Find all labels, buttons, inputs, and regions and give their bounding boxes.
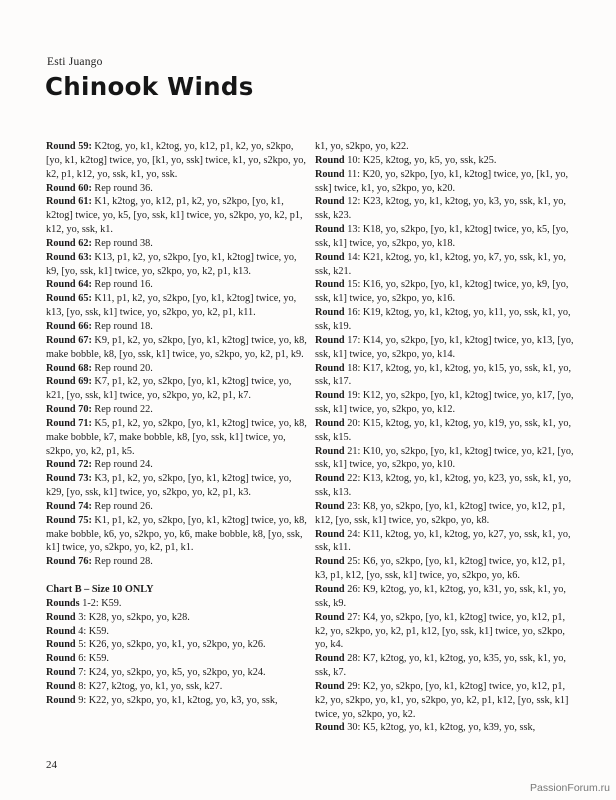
round-label: Round 76: [46,556,92,568]
instruction-round [315,721,580,735]
instruction-round [46,237,308,251]
round-label: Round 64: [46,279,92,291]
instruction-round [46,472,308,500]
round-text: 25: K6, yo, s2kpo, [yo, k1, k2tog] twice, yo, k12, p1, k3, p1, k12, [yo, ssk, k1] twice, yo, s2kpo, yo, k6. [315,556,566,582]
round-text: 15: K16, yo, s2kpo, [yo, k1, k2tog] twice, yo, k9, [yo, ssk, k1] twice, yo, s2kpo, yo, k16. [315,279,569,305]
round-text: Rep round 16. [91,279,153,291]
instruction-round [315,583,580,611]
round-label: Round [315,445,345,457]
round-label: Rounds [46,597,80,609]
round-label: Round [315,528,345,540]
round-text: Rep round 28. [91,556,153,568]
instruction-round [46,195,308,237]
round-text: K11, p1, k2, yo, s2kpo, [yo, k1, k2tog] twice, yo, k13, [yo, ssk, k1] twice, yo, s2kpo, yo, k2, p1, k11. [46,293,297,319]
round-text: Rep round 38. [91,237,153,249]
instruction-round [46,140,308,182]
round-text: 8: K27, k2tog, yo, k1, yo, ssk, k27. [75,680,223,692]
round-label: Round [315,154,345,166]
instruction-round [315,652,580,680]
round-label: Round [315,307,345,319]
round-text: K2tog, yo, k1, k2tog, yo, k12, p1, k2, yo, s2kpo, [yo, k1, k2tog] twice, yo, [k1, yo, ssk] twice, k1, yo, s2kpo, yo, k2, p1, k12, yo, ssk, k1, yo, ssk. [46,141,306,180]
instruction-round [46,182,308,196]
instruction-round [46,666,308,680]
section-gap [46,569,308,583]
instruction-round [315,528,580,556]
instruction-round [46,251,308,279]
watermark: PassionForum.ru [530,782,610,794]
round-text: 18: K17, k2tog, yo, k1, k2tog, yo, k15, yo, ssk, k1, yo, ssk, k17. [315,362,572,388]
instruction-round [315,168,580,196]
round-label: Round 66: [46,320,92,332]
round-text: 24: K11, k2tog, yo, k1, k2tog, yo, k27, yo, ssk, k1, yo, ssk, k11. [315,528,571,554]
round-text: K9, p1, k2, yo, s2kpo, [yo, k1, k2tog] twice, yo, k8, make bobble, k8, [yo, ssk, k1] twice, yo, s2kpo, yo, k2, p1, k9. [46,334,307,360]
instruction-round [315,334,580,362]
round-text: Rep round 18. [91,320,153,332]
round-label: Round [315,417,345,429]
round-label: Round 69: [46,376,92,388]
instruction-round [315,140,580,154]
round-text: 7: K24, yo, s2kpo, yo, k5, yo, s2kpo, yo, k24. [75,667,266,679]
round-label: Round 70: [46,404,92,416]
round-label: Round 74: [46,500,92,512]
instruction-round [46,375,308,403]
round-label: Round [315,224,345,236]
round-label: Round [46,611,76,623]
round-text: 1-2: K59. [79,597,122,609]
round-label: Round [315,556,345,568]
round-text: Rep round 22. [91,404,153,416]
round-text: 30: K5, k2tog, yo, k1, k2tog, yo, k39, yo, ssk, [344,722,536,734]
round-text: K13, p1, k2, yo, s2kpo, [yo, k1, k2tog] twice, yo, k9, [yo, ssk, k1] twice, yo, s2kpo, yo, k2, p1, k13. [46,251,297,277]
round-text: K1, p1, k2, yo, s2kpo, [yo, k1, k2tog] twice, yo, k8, make bobble, k6, yo, s2kpo, yo, k6, make bobble, k8, [yo, ssk, k1] twice, yo, s2kpo, yo, k2, p1, k1. [46,514,307,554]
round-text: Rep round 36. [91,182,153,194]
instruction-round [46,514,308,556]
instruction-round [315,611,580,653]
round-label: Round 71: [46,417,92,429]
instruction-round [315,223,580,251]
round-label: Round [46,694,76,706]
round-text: K7, p1, k2, yo, s2kpo, [yo, k1, k2tog] twice, yo, k21, [yo, ssk, k1] twice, yo, s2kpo, yo, k2, p1, k7. [46,376,292,402]
instruction-round [46,292,308,320]
round-label: Round 59: [46,141,92,152]
round-label: Round 73: [46,473,92,485]
instruction-round [46,638,308,652]
round-text: 26: K9, k2tog, yo, k1, k2tog, yo, k31, yo, ssk, k1, yo, ssk, k9. [315,584,566,609]
round-label: Round 67: [46,334,92,346]
author-name: Esti Juango [47,56,103,68]
round-label: Round [315,251,345,263]
round-text: 20: K15, k2tog, yo, k1, k2tog, yo, k19, yo, ssk, k1, yo, ssk, k15. [315,417,572,443]
round-text: 4: K59. [75,625,109,637]
left-column [46,140,308,708]
instruction-round [315,278,580,306]
round-text: Rep round 26. [91,500,153,512]
round-label: Round [315,390,345,402]
chart-b-heading: Chart B – Size 10 ONLY [46,584,154,595]
instruction-round [315,389,580,417]
instruction-round [46,597,308,611]
instruction-round [46,625,308,639]
round-label: Round [46,680,76,692]
round-text: K5, p1, k2, yo, s2kpo, [yo, k1, k2tog] twice, yo, k8, make bobble, k7, make bobble, k8, [yo, ssk, k1] twice, yo, s2kpo, yo, k2, p1, k5. [46,417,307,457]
round-label: Round [46,625,76,637]
round-label: Round 75: [46,514,92,526]
instruction-round [46,320,308,334]
round-text: 10: K25, k2tog, yo, k5, yo, ssk, k25. [344,154,497,166]
instruction-round [315,445,580,473]
round-text: Rep round 24. [91,459,153,471]
round-label: Round 72: [46,459,92,471]
round-text: 14: K21, k2tog, yo, k1, k2tog, yo, k7, yo, ssk, k1, yo, ssk, k21. [315,251,566,277]
round-text: 13: K18, yo, s2kpo, [yo, k1, k2tog] twice, yo, k5, [yo, ssk, k1] twice, yo, s2kpo, yo, k18. [315,224,569,249]
round-label: Round [315,722,345,734]
round-label: Round 61: [46,196,92,208]
round-text: 5: K26, yo, s2kpo, yo, k1, yo, s2kpo, yo, k26. [75,639,266,651]
round-label: Round 65: [46,293,92,305]
instruction-round [315,680,580,722]
round-text: 12: K23, k2tog, yo, k1, k2tog, yo, k3, yo, ssk, k1, yo, ssk, k23. [315,196,566,222]
round-label: Round [315,196,345,208]
round-label: Round 68: [46,362,92,374]
round-label: Round 62: [46,237,92,249]
instruction-round [46,334,308,362]
instruction-round [46,417,308,459]
instruction-round [46,555,308,569]
instruction-round [315,251,580,279]
instruction-round [315,555,580,583]
round-label: Round 60: [46,182,92,194]
instruction-round [46,278,308,292]
instruction-round [46,500,308,514]
round-label: Round [46,667,76,679]
round-label: Round [315,611,345,623]
round-label: Round 63: [46,251,92,263]
round-text: 3: K28, yo, s2kpo, yo, k28. [75,611,190,623]
instruction-round [315,306,580,334]
round-text: 9: K22, yo, s2kpo, yo, k1, k2tog, yo, k3, yo, ssk, [75,694,278,706]
round-text: 22: K13, k2tog, yo, k1, k2tog, yo, k23, yo, ssk, k1, yo, ssk, k13. [315,473,572,499]
instruction-round [46,611,308,625]
instruction-round [315,500,580,528]
round-text: 21: K10, yo, s2kpo, [yo, k1, k2tog] twice, yo, k21, [yo, ssk, k1] twice, yo, s2kpo, yo, k10. [315,445,574,471]
round-label: Round [315,334,345,346]
instruction-round [46,362,308,376]
round-text: 28: K7, k2tog, yo, k1, k2tog, yo, k35, yo, ssk, k1, yo, ssk, k7. [315,653,566,679]
instruction-round [315,195,580,223]
round-text: 27: K4, yo, s2kpo, [yo, k1, k2tog] twice, yo, k12, p1, k2, yo, s2kpo, yo, k2, p1, k12, [yo, ssk, k1] twice, yo, s2kpo, yo, k4. [315,611,566,651]
round-text: K3, p1, k2, yo, s2kpo, [yo, k1, k2tog] twice, yo, k29, [yo, ssk, k1] twice, yo, s2kpo, yo, k2, p1, k3. [46,473,292,499]
instruction-round [315,362,580,390]
round-label: Round [315,168,345,180]
round-label: Round [315,653,345,665]
round-text: 6: K59. [75,653,109,665]
round-label: Round [46,639,76,651]
round-text: 23: K8, yo, s2kpo, [yo, k1, k2tog] twice, yo, k12, p1, k12, [yo, ssk, k1] twice, yo, s2kpo, yo, k8. [315,500,566,526]
round-text: 19: K12, yo, s2kpo, [yo, k1, k2tog] twice, yo, k17, [yo, ssk, k1] twice, yo, s2kpo, yo, k12. [315,390,574,416]
round-label: Round [315,362,345,374]
right-column [315,140,580,735]
round-text: Rep round 20. [91,362,153,374]
round-label: Round [315,279,345,291]
round-text: 11: K20, yo, s2kpo, [yo, k1, k2tog] twice, yo, [k1, yo, ssk] twice, k1, yo, s2kpo, yo, k20. [315,168,569,194]
instruction-round [46,403,308,417]
instruction-round [315,472,580,500]
round-text: 16: K19, k2tog, yo, k1, k2tog, yo, k11, yo, ssk, k1, yo, ssk, k19. [315,307,571,332]
round-text: 17: K14, yo, s2kpo, [yo, k1, k2tog] twice, yo, k13, [yo, ssk, k1] twice, yo, s2kpo, yo, k14. [315,334,574,360]
instruction-round [315,417,580,445]
round-label: Round [315,500,345,512]
instruction-round [46,652,308,666]
round-text: 29: K2, yo, s2kpo, [yo, k1, k2tog] twice, yo, k12, p1, k2, yo, s2kpo, yo, k1, yo, s2kpo, yo, k2, p1, k12, [yo, ssk, k1] twice, yo, s2kpo, yo, k2. [315,680,569,720]
round-label: Round [46,653,76,665]
round-label: Round [315,584,345,595]
instruction-round [46,458,308,472]
round-text: k1, yo, s2kpo, yo, k22. [315,141,409,152]
instruction-round [46,694,308,708]
page-title: Chinook Winds [45,72,254,101]
round-text: K1, k2tog, yo, k12, p1, k2, yo, s2kpo, [yo, k1, k2tog] twice, yo, k5, [yo, ssk, k1] twice, yo, s2kpo, yo, k2, p1, k12, yo, ssk, k1. [46,196,303,236]
instruction-round [46,680,308,694]
page-number: 24 [46,759,57,771]
instruction-round [315,154,580,168]
round-label: Round [315,473,345,485]
round-label: Round [315,680,345,692]
